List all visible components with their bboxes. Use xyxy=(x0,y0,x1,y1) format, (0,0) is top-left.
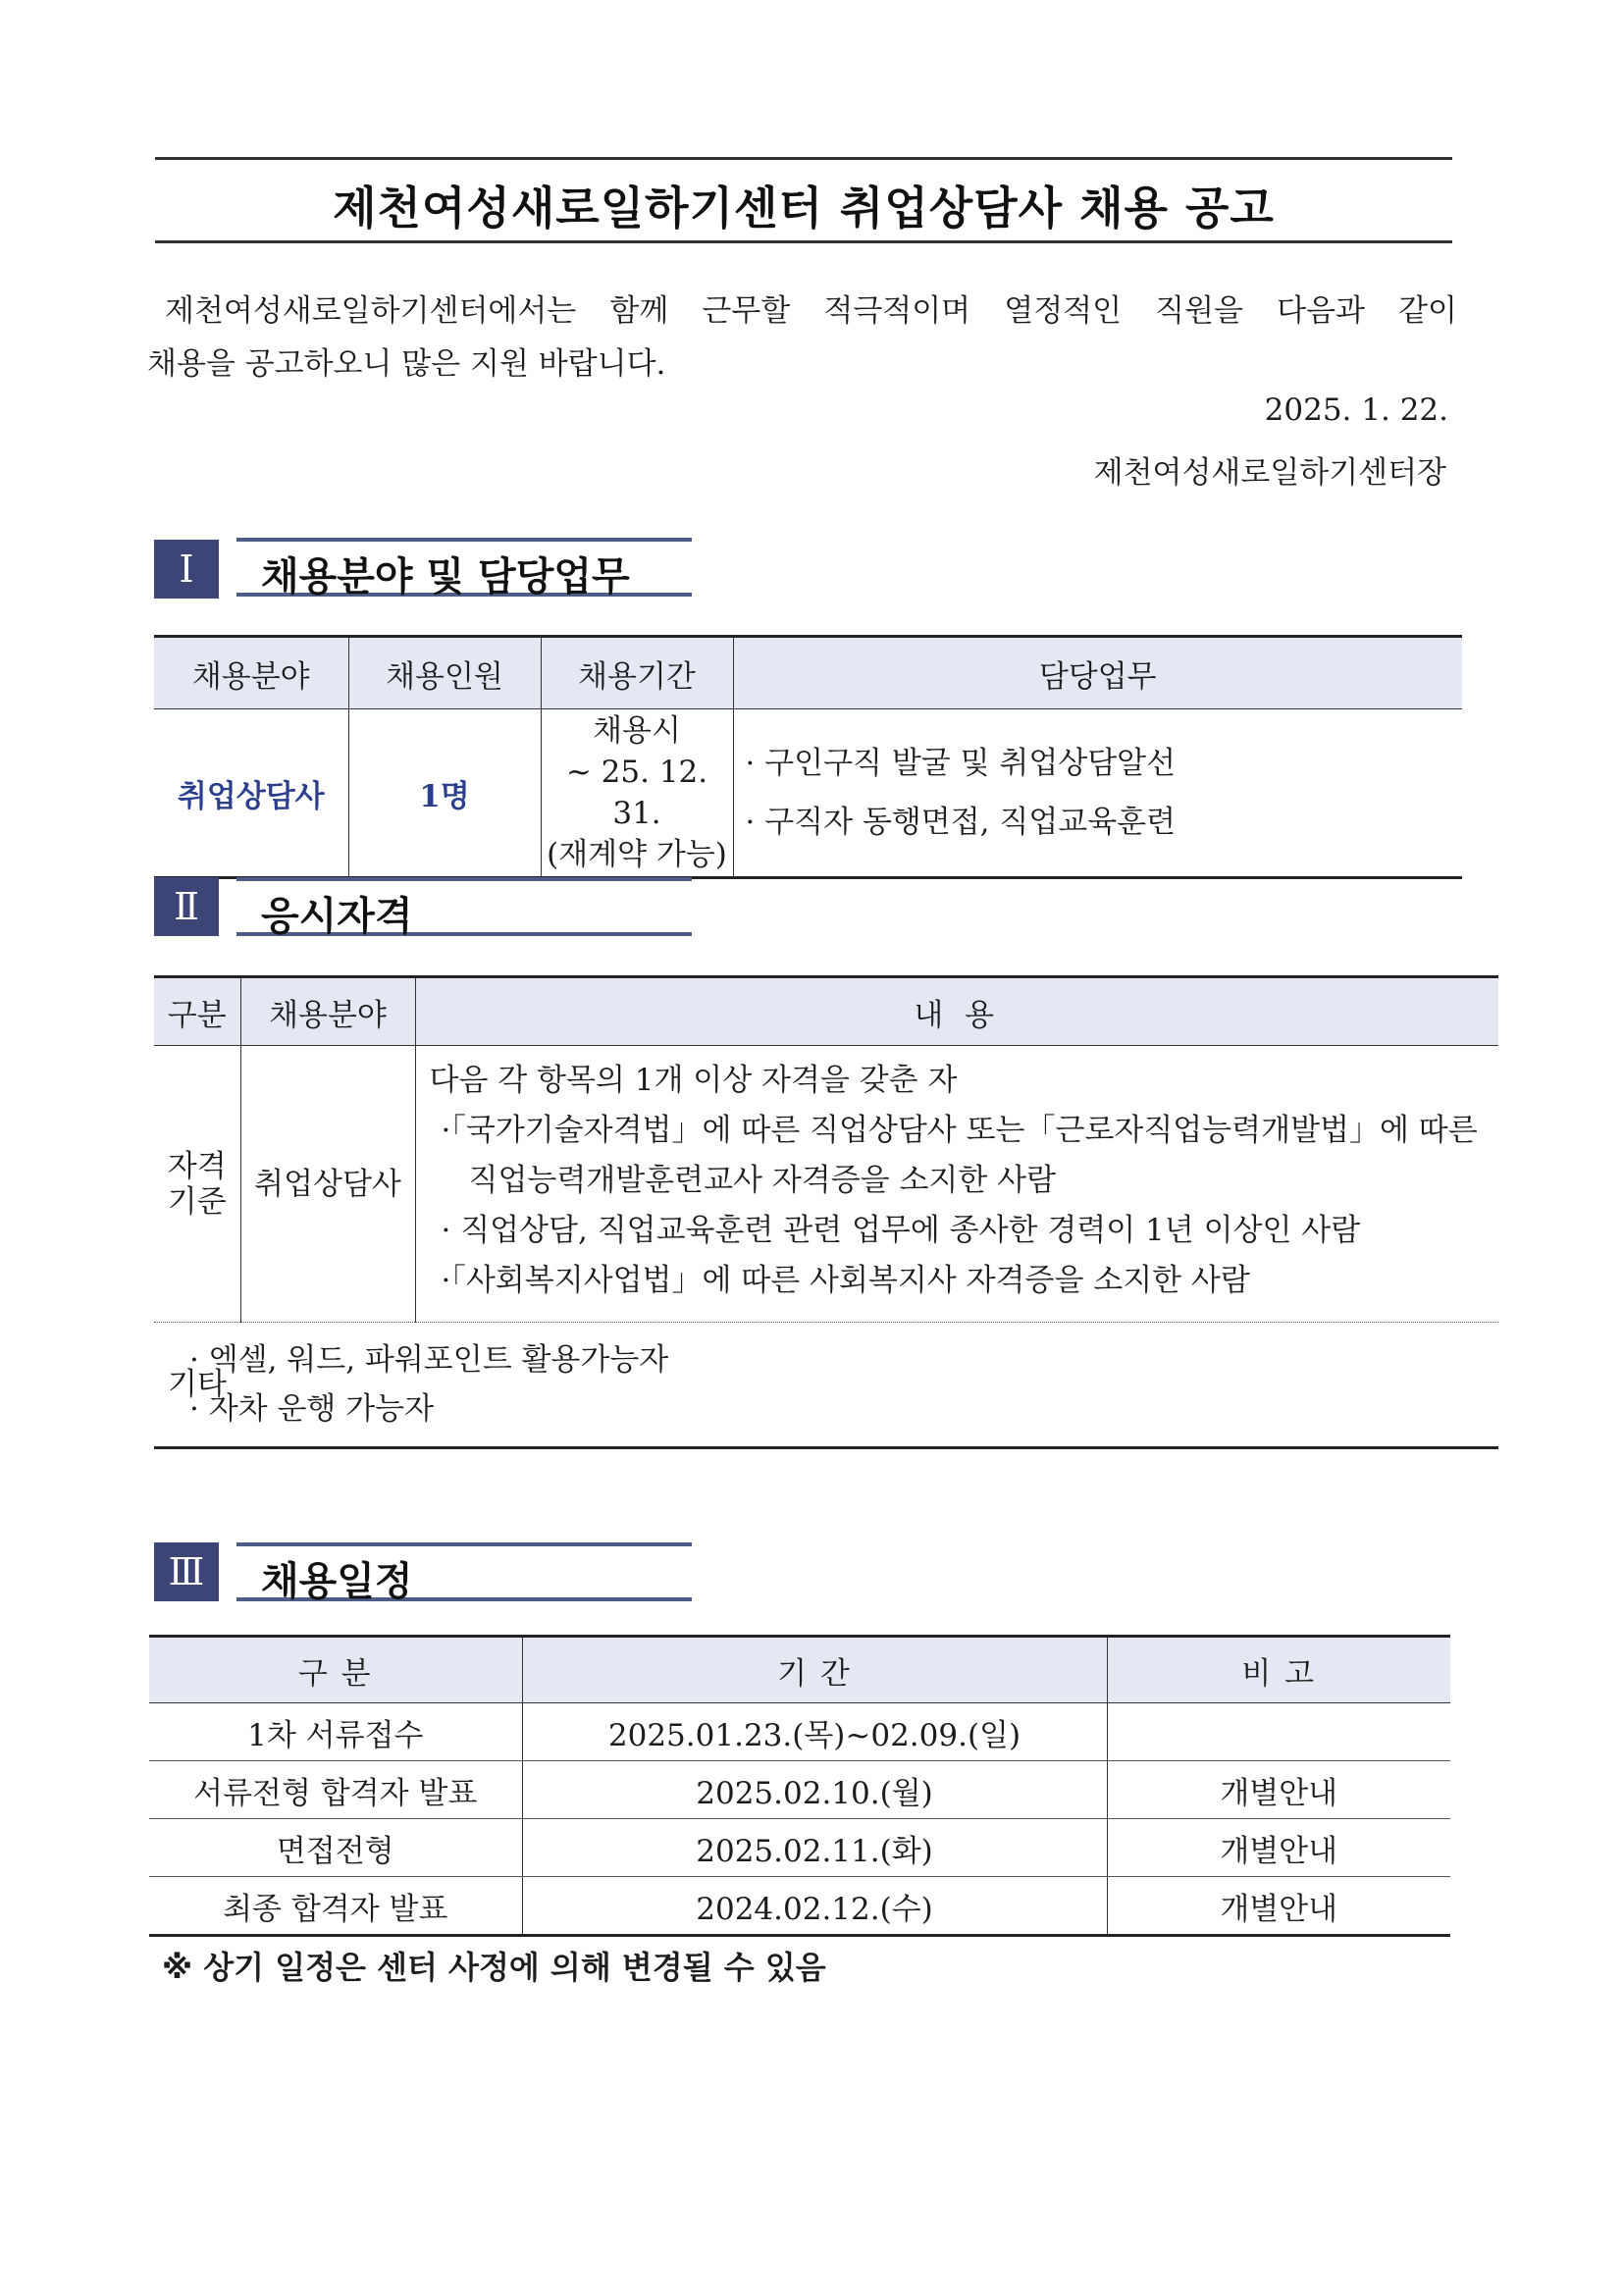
section-3-header xyxy=(236,1542,692,1604)
table-row xyxy=(149,1877,1450,1936)
section-2-number: Ⅱ xyxy=(154,877,219,936)
intro-line-2: 채용을 공고하오니 많은 지원 바랍니다. xyxy=(147,346,666,382)
period-line: 채용시 xyxy=(593,713,681,749)
schedule-note: 개별안내 xyxy=(1107,1819,1450,1877)
section-1-number: Ⅰ xyxy=(154,540,219,599)
section-2-header xyxy=(236,877,692,939)
criteria-line: 다음 각 항목의 1개 이상 자격을 갖춘 자 xyxy=(429,1063,958,1098)
criteria-content xyxy=(415,1046,1498,1323)
section-1-title: 채용분야 및 담당업무 xyxy=(261,554,630,600)
duty-item: · 구직자 동행면접, 직업교육훈련 xyxy=(745,805,1177,840)
schedule-item: 서류전형 합격자 발표 xyxy=(149,1761,522,1819)
section-2-title: 응시자격 xyxy=(261,894,413,939)
criteria-line: · 직업상담, 직업교육훈련 관련 업무에 종사한 경력이 1년 이상인 사람 xyxy=(441,1213,1361,1248)
schedule-table xyxy=(149,1635,1450,1937)
schedule-period: 2025.02.11.(화) xyxy=(522,1819,1107,1877)
schedule-item: 1차 서류접수 xyxy=(149,1703,522,1761)
column-header: 채용분야 xyxy=(154,637,348,709)
column-header: 기 간 xyxy=(522,1637,1107,1703)
period-line: ~ 25. 12. 31. xyxy=(565,755,708,831)
recruitment-field-table xyxy=(154,635,1462,879)
count-cell: 1명 xyxy=(348,709,541,878)
column-header: 담당업무 xyxy=(733,637,1462,709)
issuer: 제천여성새로일하기센터장 xyxy=(1093,455,1446,491)
schedule-notice: ※ 상기 일정은 센터 사정에 의해 변경될 수 있음 xyxy=(162,1949,826,1986)
intro-line-1: 제천여성새로일하기센터에서는 함께 근무할 적극적이며 열정적인 직원을 다음과 같이 xyxy=(165,293,1457,329)
section-3-number: Ⅲ xyxy=(154,1542,219,1601)
section-1-header xyxy=(236,538,692,600)
table-row xyxy=(154,1046,1498,1323)
schedule-period: 2024.02.12.(수) xyxy=(522,1877,1107,1936)
schedule-note: 개별안내 xyxy=(1107,1761,1450,1819)
column-header: 구분 xyxy=(154,977,240,1046)
table-header-row xyxy=(149,1637,1450,1703)
intro-paragraph xyxy=(147,285,1457,391)
section-3-title: 채용일정 xyxy=(261,1559,413,1604)
page-title: 제천여성새로일하기센터 취업상담사 채용 공고 xyxy=(333,182,1275,235)
table-row xyxy=(154,709,1462,878)
table-header-row xyxy=(154,637,1462,709)
criteria-label-text: 자격 기준 xyxy=(167,1148,227,1220)
table-header-row xyxy=(154,977,1498,1046)
column-header: 구 분 xyxy=(149,1637,522,1703)
field-cell: 취업상담사 xyxy=(177,778,325,814)
schedule-note: 개별안내 xyxy=(1107,1877,1450,1936)
notice-date: 2025. 1. 22. xyxy=(1264,392,1448,428)
column-header: 채용분야 xyxy=(240,977,415,1046)
schedule-item: 최종 합격자 발표 xyxy=(223,1891,448,1927)
column-header: 내 용 xyxy=(415,977,1498,1046)
schedule-period: 2025.01.23.(목)~02.09.(일) xyxy=(522,1703,1107,1761)
period-line: (재계약 가능) xyxy=(547,837,727,872)
table-row xyxy=(154,1323,1498,1448)
other-line: · 엑셀, 워드, 파워포인트 활용가능자 xyxy=(189,1342,669,1378)
criteria-line: 직업능력개발훈련교사 자격증을 소지한 사람 xyxy=(468,1163,1057,1198)
column-header: 비 고 xyxy=(1107,1637,1450,1703)
schedule-period: 2025.02.10.(월) xyxy=(522,1761,1107,1819)
period-cell xyxy=(541,709,733,878)
criteria-line: ·「국가기술자격법」에 따른 직업상담사 또는「근로자직업능력개발법」에 따른 xyxy=(441,1113,1478,1148)
duty-cell xyxy=(733,709,1462,878)
title-rule-top xyxy=(155,157,1452,160)
criteria-label xyxy=(154,1046,240,1323)
other-label: 기타 xyxy=(154,1323,240,1448)
other-line: · 자차 운행 가능자 xyxy=(189,1391,435,1427)
column-header: 채용인원 xyxy=(348,637,541,709)
schedule-note xyxy=(1107,1703,1450,1761)
column-header: 채용기간 xyxy=(541,637,733,709)
qualification-table xyxy=(154,975,1498,1449)
title-rule-bottom xyxy=(155,240,1452,243)
table-row xyxy=(149,1761,1450,1819)
criteria-field: 취업상담사 xyxy=(240,1046,415,1323)
criteria-line: ·「사회복지사업법」에 따른 사회복지사 자격증을 소지한 사람 xyxy=(441,1263,1250,1298)
table-row xyxy=(149,1703,1450,1761)
duty-item: · 구인구직 발굴 및 취업상담알선 xyxy=(745,746,1177,781)
table-row xyxy=(149,1819,1450,1877)
schedule-item: 면접전형 xyxy=(149,1819,522,1877)
